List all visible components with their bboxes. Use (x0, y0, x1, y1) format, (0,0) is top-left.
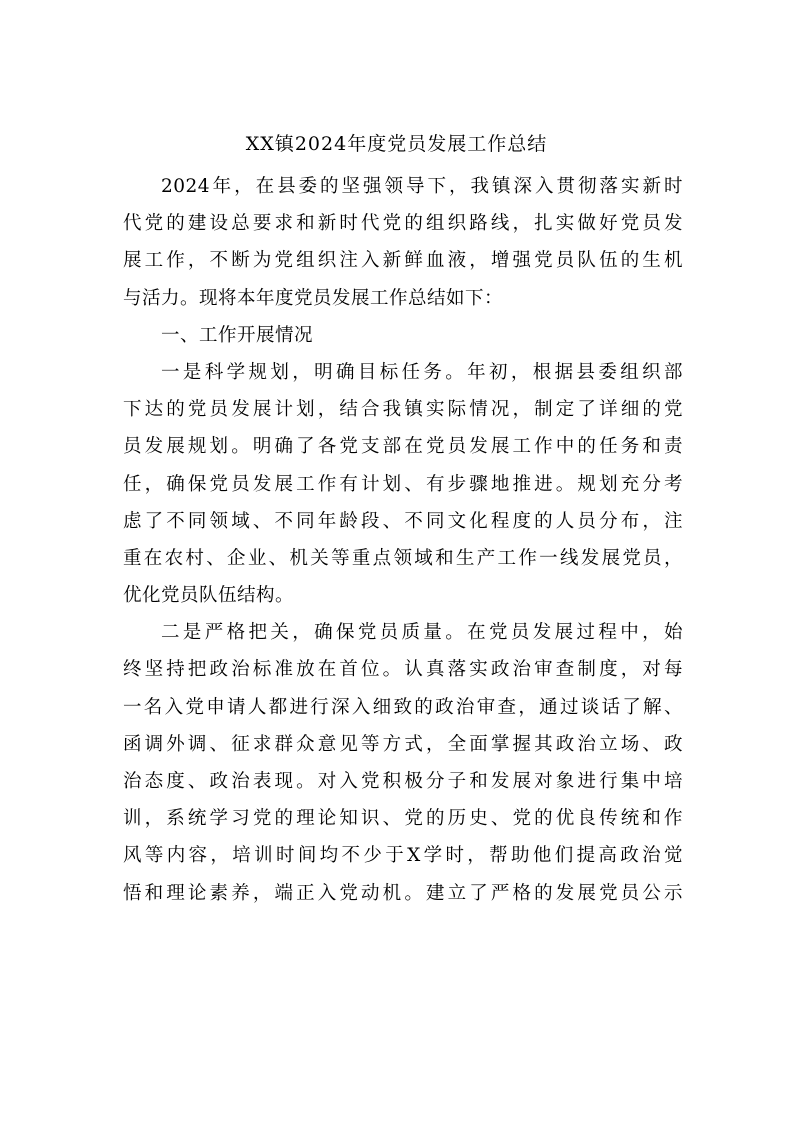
paragraph-line: 一名入党申请人都进行深入细致的政治审查，通过谈话了解、 (123, 696, 683, 718)
document-body (123, 168, 683, 912)
paragraph-line: 员发展规划。明确了各党支部在党员发展工作中的任务和责 (123, 436, 683, 458)
paragraph-line: 悟和理论素养，端正入党动机。建立了严格的发展党员公示 (123, 882, 683, 904)
paragraph-line: 训，系统学习党的理论知识、党的历史、党的优良传统和作 (123, 808, 683, 830)
paragraph-line: 任，确保党员发展工作有计划、有步骤地推进。规划充分考 (123, 473, 683, 495)
paragraph-line: 代党的建设总要求和新时代党的组织路线，扎实做好党员发 (123, 213, 683, 235)
paragraph-line: 展工作，不断为党组织注入新鲜血液，增强党员队伍的生机 (123, 250, 683, 272)
paragraph-line: 函调外调、征求群众意见等方式，全面掌握其政治立场、政 (123, 733, 683, 755)
section-heading: 一、工作开展情况 (161, 324, 314, 346)
paragraph-line: 与活力。现将本年度党员发展工作总结如下： (123, 287, 504, 309)
paragraph-line: 治态度、政治表现。对入党积极分子和发展对象进行集中培 (123, 771, 683, 792)
paragraph-line: 下达的党员发展计划，结合我镇实际情况，制定了详细的党 (123, 399, 683, 421)
paragraph-line: 风等内容，培训时间均不少于X学时，帮助他们提高政治觉 (123, 845, 683, 867)
paragraph-line: 重在农村、企业、机关等重点领域和生产工作一线发展党员， (123, 547, 683, 569)
paragraph-line: 二是严格把关，确保党员质量。在党员发展过程中，始 (161, 622, 683, 644)
document-title: XX镇2024年度党员发展工作总结 (245, 133, 548, 155)
paragraph-line: 虑了不同领域、不同年龄段、不同文化程度的人员分布，注 (123, 510, 683, 532)
paragraph-line: 终坚持把政治标准放在首位。认真落实政治审查制度，对每 (123, 659, 683, 681)
paragraph-line: 优化党员队伍结构。 (123, 585, 295, 607)
paragraph-line: 一是科学规划，明确目标任务。年初，根据县委组织部 (161, 361, 683, 383)
paragraph-line: 2024年，在县委的坚强领导下，我镇深入贯彻落实新时 (161, 176, 683, 197)
